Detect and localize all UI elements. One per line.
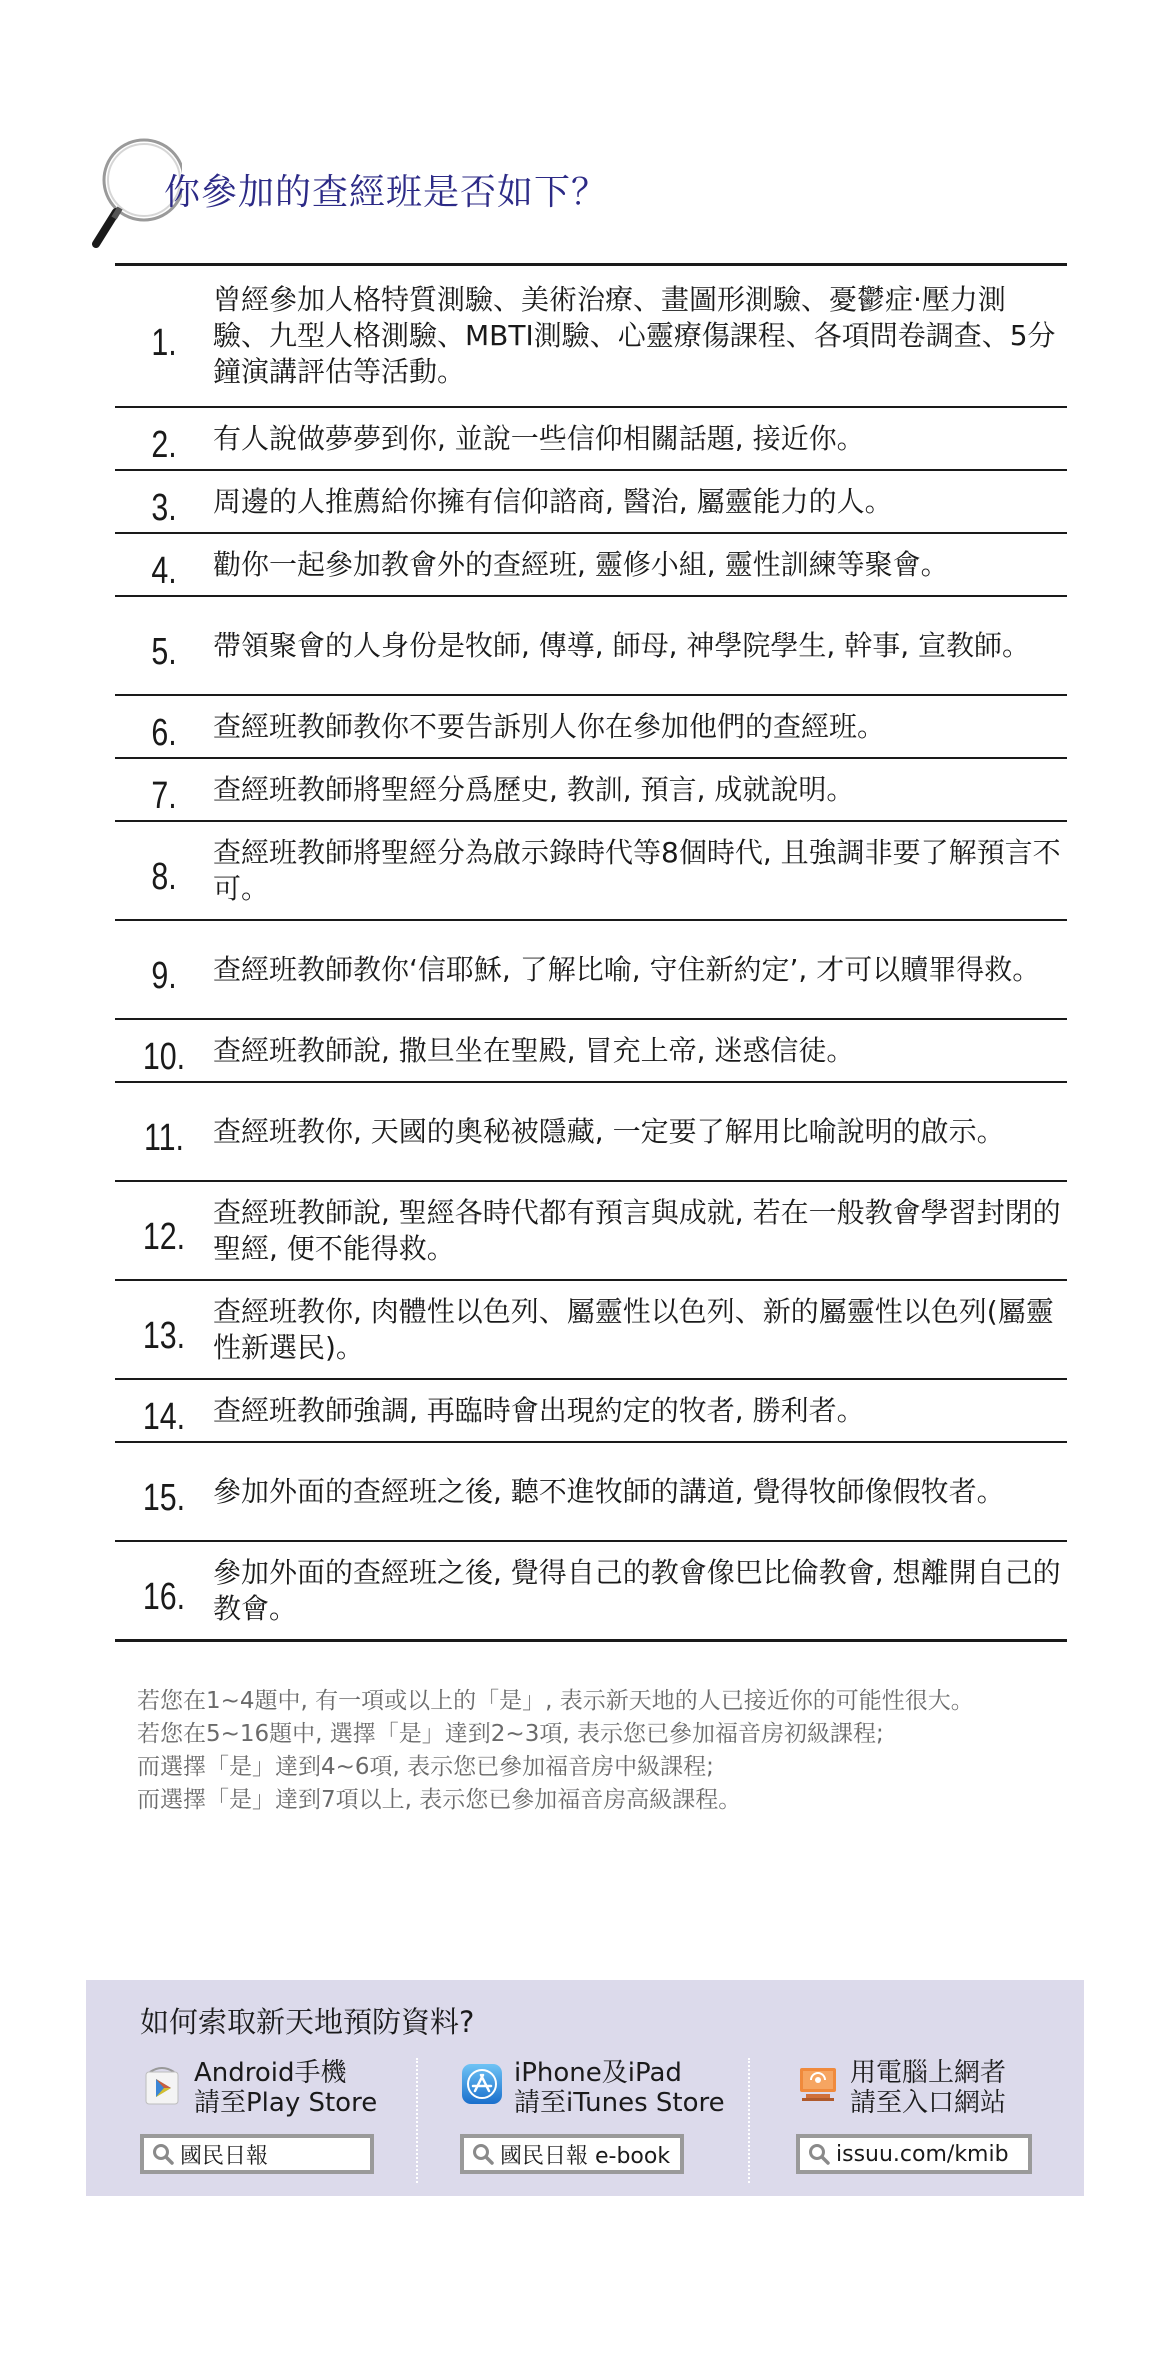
search-icon [152, 2143, 174, 2165]
question-text: 勸你一起參加教會外的查經班, 靈修小組, 靈性訓練等聚會。 [213, 547, 949, 581]
question-row [115, 1441, 1067, 1540]
question-number: 13. [142, 1315, 186, 1357]
app-store-icon [460, 2062, 504, 2106]
question-number: 6. [151, 712, 177, 754]
question-row [115, 1378, 1067, 1441]
question-number: 4. [151, 550, 177, 592]
question-row [115, 1279, 1067, 1378]
question-number: 7. [151, 775, 177, 817]
question-row [115, 532, 1067, 595]
question-row [115, 694, 1067, 757]
play-store-icon [140, 2062, 184, 2106]
computer-search-box[interactable] [796, 2134, 1032, 2174]
result-notes [137, 1685, 1077, 1817]
note-line: 而選擇「是」達到7項以上, 表示您已參加福音房高級課程。 [137, 1787, 742, 1813]
computer-line1: 用電腦上網者 [850, 2058, 1007, 2088]
question-text: 查經班教師教你不要告訴別人你在參加他們的查經班。 [213, 709, 886, 743]
android-search-text: 國民日報 [180, 2143, 269, 2169]
question-text: 有人說做夢夢到你, 並說一些信仰相關話題, 接近你。 [213, 421, 865, 455]
question-text: 查經班教師說, 撒旦坐在聖殿, 冒充上帝, 迷惑信徒。 [213, 1033, 855, 1067]
question-text: 查經班教師強調, 再臨時會出現約定的牧者, 勝利者。 [213, 1393, 865, 1427]
question-number: 16. [142, 1576, 186, 1618]
android-line1: Android手機 [194, 2058, 347, 2088]
question-text: 周邊的人推薦給你擁有信仰諮商, 醫治, 屬靈能力的人。 [213, 484, 893, 518]
page-title: 你參加的查經班是否如下？ [164, 172, 609, 213]
question-number: 9. [151, 955, 177, 997]
computer-column [796, 2058, 1066, 2178]
iphone-search-box[interactable] [460, 2134, 684, 2174]
search-icon [472, 2143, 494, 2165]
note-line: 若您在5~16題中, 選擇「是」達到2~3項, 表示您已參加福音房初級課程; [137, 1721, 884, 1747]
question-text: 查經班教師將聖經分為啟示錄時代等8個時代, 且強調非要了解預言不可。 [213, 835, 1061, 905]
question-row [115, 1180, 1067, 1279]
column-divider [748, 2058, 750, 2183]
android-line2: 請至Play Store [194, 2088, 378, 2118]
search-icon [808, 2143, 830, 2165]
panel-title: 如何索取新天地預防資料? [140, 2005, 475, 2039]
question-row [115, 757, 1067, 820]
question-number: 14. [142, 1396, 186, 1438]
computer-line2: 請至入口網站 [850, 2088, 1007, 2118]
question-number: 2. [151, 424, 177, 466]
question-number: 3. [151, 487, 177, 529]
question-row [115, 1540, 1067, 1639]
computer-search-text: issuu.com/kmib [836, 2141, 1009, 2167]
question-text: 查經班教你, 肉體性以色列、屬靈性以色列、新的屬靈性以色列(屬靈性新選民)。 [213, 1294, 1054, 1364]
page-header [92, 132, 692, 262]
question-row [115, 266, 1067, 406]
question-text: 曾經參加人格特質測驗、美術治療、畫圖形測驗、憂鬱症·壓力測驗、九型人格測驗、MBTI測驗、心靈療傷課程、各項問卷調查、5分鐘演講評估等活動。 [213, 283, 1056, 388]
question-row [115, 1081, 1067, 1180]
question-text: 查經班教你, 天國的奧秘被隱藏, 一定要了解用比喻說明的啟示。 [213, 1114, 1005, 1148]
question-text: 查經班教師說, 聖經各時代都有預言與成就, 若在一般教會學習封閉的聖經, 便不能得救。 [213, 1195, 1061, 1265]
question-row [115, 595, 1067, 694]
question-text: 查經班教師將聖經分爲歷史, 教訓, 預言, 成就說明。 [213, 772, 855, 806]
question-text: 帶領聚會的人身份是牧師, 傳導, 師母, 神學院學生, 幹事, 宣教師。 [213, 628, 1031, 662]
question-row [115, 820, 1067, 919]
android-column [140, 2058, 380, 2178]
question-row [115, 1018, 1067, 1081]
iphone-column [460, 2058, 725, 2178]
note-line: 若您在1~4題中, 有一項或以上的「是」, 表示新天地的人已接近你的可能性很大。 [137, 1688, 974, 1714]
question-text: 參加外面的查經班之後, 聽不進牧師的講道, 覺得牧師像假牧者。 [213, 1474, 1005, 1508]
question-number: 11. [143, 1117, 184, 1159]
question-row [115, 406, 1067, 469]
question-number: 5. [151, 631, 177, 673]
question-number: 10. [142, 1036, 186, 1078]
iphone-line2: 請至iTunes Store [514, 2088, 725, 2118]
resources-panel [86, 1980, 1084, 2196]
question-row [115, 919, 1067, 1018]
question-text: 參加外面的查經班之後, 覺得自己的教會像巴比倫教會, 想離開自己的教會。 [213, 1555, 1061, 1625]
question-text: 查經班教師教你‘信耶穌, 了解比喻, 守住新約定’, 才可以贖罪得救。 [213, 952, 1041, 986]
iphone-line1: iPhone及iPad [514, 2058, 682, 2088]
question-number: 15. [142, 1477, 186, 1519]
question-table [115, 263, 1067, 1642]
question-number: 1. [151, 321, 177, 364]
question-row [115, 469, 1067, 532]
android-search-box[interactable] [140, 2134, 374, 2174]
question-number: 8. [151, 856, 177, 898]
note-line: 而選擇「是」達到4~6項, 表示您已參加福音房中級課程; [137, 1754, 714, 1780]
column-divider [416, 2058, 418, 2183]
computer-icon [796, 2062, 840, 2106]
question-number: 12. [142, 1216, 186, 1258]
iphone-search-text: 國民日報 e-book [500, 2143, 671, 2169]
